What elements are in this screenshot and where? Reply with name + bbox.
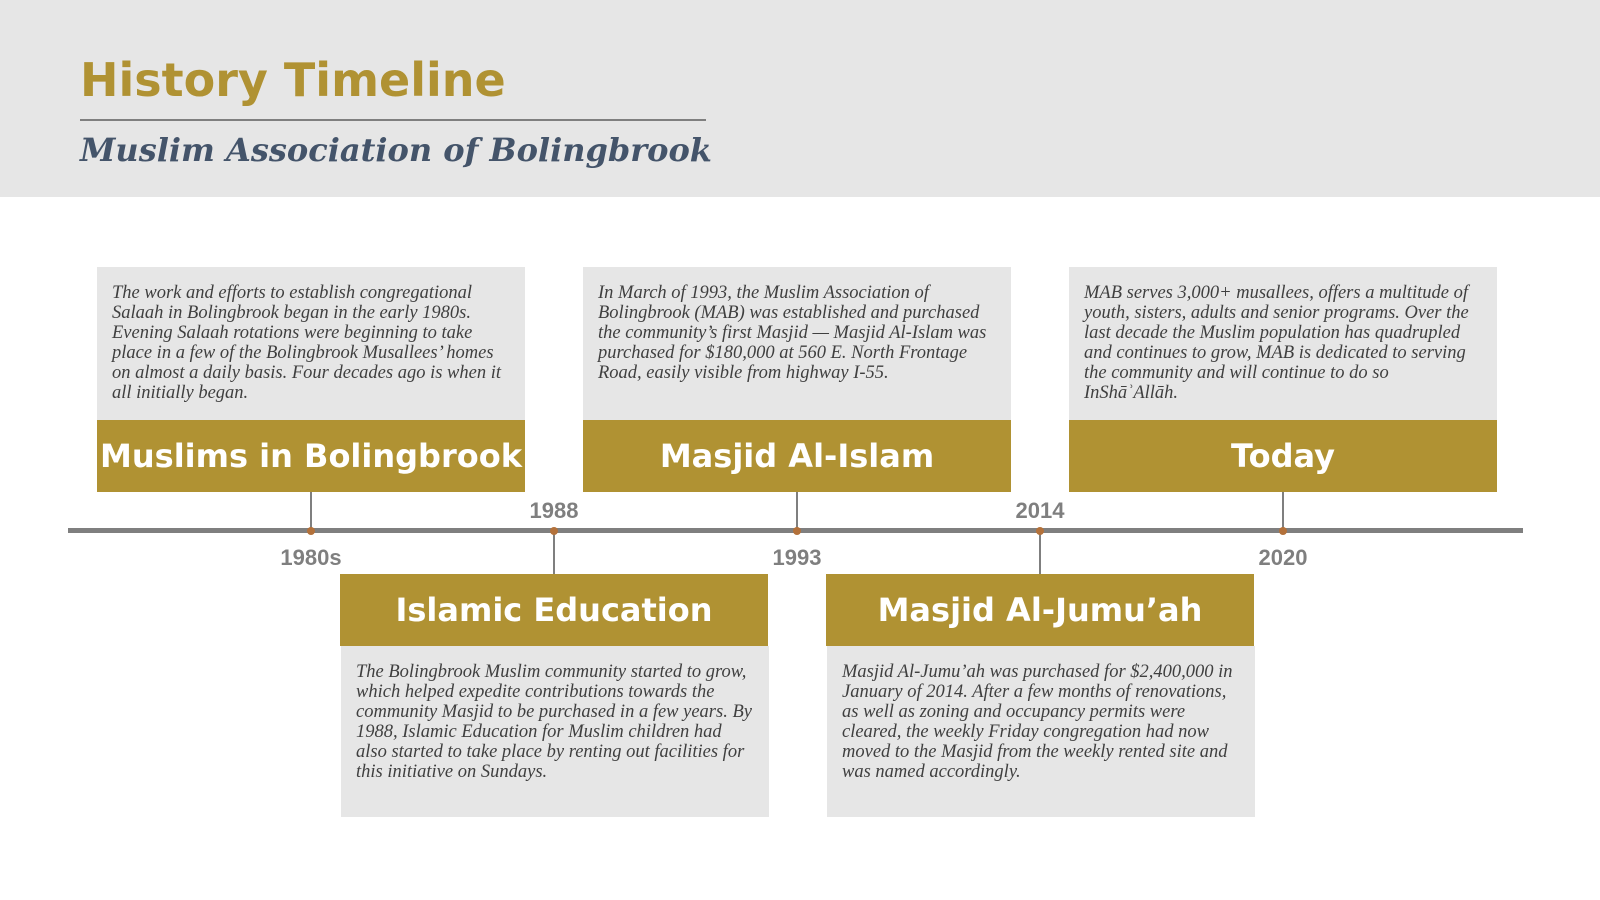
year-label-1993: 1993 — [772, 545, 822, 570]
event-description-1993: In March of 1993, the Muslim Association of Bolingbrook (MAB) was established and purchased the community’s first Masjid — Masjid Al-Islam was purchased for $180,000 at 560 E. North Frontage Road, easily visible from highway I-55. — [583, 267, 1011, 420]
event-description-1988: The Bolingbrook Muslim community started to grow, which helped expedite contributions towards the community Masjid to be purchased in a few years. By 1988, Islamic Education for Muslim children had also started to take place by renting out facilities for this initiative on Sundays. — [341, 646, 769, 817]
timeline-stem-2014 — [1039, 531, 1041, 574]
event-title-1980s: Muslims in Bolingbrook — [97, 420, 525, 492]
event-description-2020: MAB serves 3,000+ musallees, offers a multitude of youth, sisters, adults and senior programs. Over the last decade the Muslim population has quadrupled and continues to grow, MAB is dedicated to serving the community and will continue to do so InShāʾAllāh. — [1069, 267, 1497, 420]
timeline-stem-2020 — [1282, 491, 1284, 530]
year-label-1980s: 1980s — [280, 545, 342, 570]
timeline-marker-1988 — [550, 527, 558, 535]
header-band — [0, 0, 1600, 197]
timeline-marker-1993 — [793, 527, 801, 535]
timeline-stem-1993 — [796, 491, 798, 530]
timeline-stem-1988 — [553, 531, 555, 574]
event-title-1993: Masjid Al-Islam — [583, 420, 1011, 492]
event-description-1980s: The work and efforts to establish congregational Salaah in Bolingbrook began in the early 1980s. Evening Salaah rotations were beginning to take place in a few of the Bolingbrook Musallees’ homes on almost a daily basis. Four decades ago is when it all initially began. — [97, 267, 525, 420]
event-description-2014: Masjid Al-Jumu’ah was purchased for $2,400,000 in January of 2014. After a few months of renovations, as well as zoning and occupancy permits were cleared, the weekly Friday congregation had now moved to the Masjid from the weekly rented site and was named accordingly. — [827, 646, 1255, 817]
title-divider — [80, 119, 706, 121]
timeline-marker-2014 — [1036, 527, 1044, 535]
year-label-2014: 2014 — [1015, 498, 1065, 523]
year-label-2020: 2020 — [1258, 545, 1308, 570]
timeline-marker-1980s — [307, 527, 315, 535]
event-title-2020: Today — [1069, 420, 1497, 492]
year-label-1988: 1988 — [529, 498, 579, 523]
page-title: History Timeline — [80, 53, 506, 107]
event-title-1988: Islamic Education — [340, 574, 768, 646]
timeline-stem-1980s — [310, 491, 312, 530]
timeline-marker-2020 — [1279, 527, 1287, 535]
page-subtitle: Muslim Association of Bolingbrook — [80, 131, 712, 169]
event-title-2014: Masjid Al-Jumu’ah — [826, 574, 1254, 646]
